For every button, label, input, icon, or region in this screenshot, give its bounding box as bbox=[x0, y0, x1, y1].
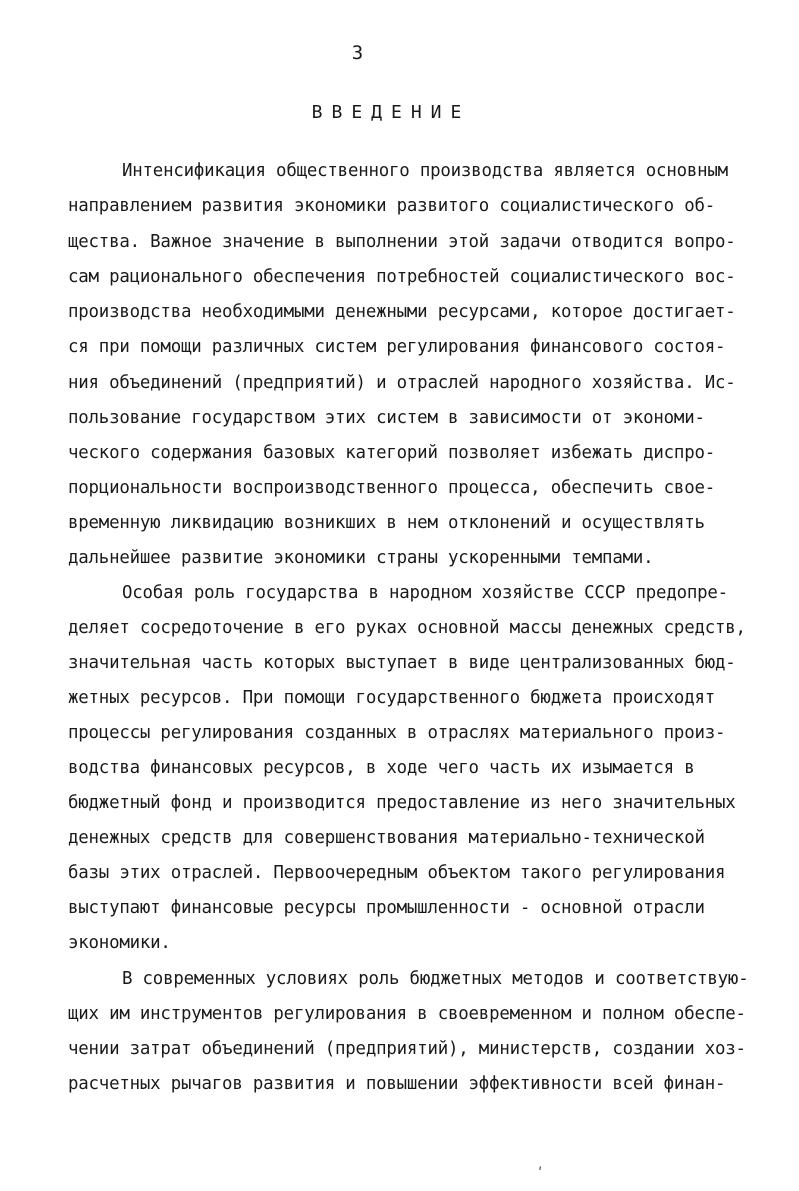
text-line: Интенсификация общественного производства является основным bbox=[122, 161, 728, 181]
page-number: 3 bbox=[351, 42, 364, 64]
text-line: процессы регулирования созданных в отраслях материального произ- bbox=[68, 723, 726, 743]
text-line: жетных ресурсов. При помощи государственного бюджета происходят bbox=[68, 688, 716, 708]
text-line: сам рационального обеспечения потребностей социалистического вос- bbox=[68, 267, 736, 287]
text-line: Особая роль государства в народном хозяйстве СССР предопре- bbox=[122, 583, 728, 603]
text-line: щих им инструментов регулирования в своевременном и полном обеспе- bbox=[68, 1004, 746, 1024]
text-line: чении затрат объединений (предприятий), министерств, создании хоз- bbox=[68, 1039, 746, 1059]
section-heading: ВВЕДЕНИЕ bbox=[311, 102, 471, 123]
text-line: производства необходимыми денежными ресурсами, которое достигает- bbox=[68, 302, 736, 322]
text-line: расчетных рычагов развития и повышении эффективности всей финан- bbox=[68, 1074, 726, 1094]
text-line: значительная часть которых выступает в виде централизованных бюд- bbox=[68, 653, 736, 673]
text-line: ния объединений (предприятий) и отраслей народного хозяйства. Ис- bbox=[68, 373, 736, 393]
text-line: дальнейшее развитие экономики страны ускоренными темпами. bbox=[68, 548, 654, 568]
text-line: выступают финансовые ресурсы промышленности - основной отрасли bbox=[68, 898, 705, 918]
text-line: экономики. bbox=[68, 933, 171, 953]
text-line: бюджетный фонд и производится предоставление из него значительных bbox=[68, 793, 736, 813]
text-line: водства финансовых ресурсов, в ходе чего часть их изымается в bbox=[68, 758, 695, 778]
text-line: ческого содержания базовых категорий позволяет избежать диспро- bbox=[68, 443, 716, 463]
stray-mark: ʹ bbox=[536, 1166, 545, 1182]
text-line: направлением развития экономики развитого социалистического об- bbox=[68, 196, 716, 216]
text-line: В современных условиях роль бюджетных методов и соответствую- bbox=[122, 969, 749, 989]
text-line: щества. Важное значение в выполнении этой задачи отводится вопро- bbox=[68, 232, 736, 252]
text-line: временную ликвидацию возникших в нем отклонений и осуществлять bbox=[68, 513, 705, 533]
text-line: денежных средств для совершенствования материально-технической bbox=[68, 828, 705, 848]
text-line: ся при помощи различных систем регулирования финансового состоя- bbox=[68, 337, 726, 357]
text-line: пользование государством этих систем в зависимости от экономи- bbox=[68, 408, 705, 428]
text-line: деляет сосредоточение в его руках основной массы денежных средств, bbox=[68, 618, 746, 638]
text-line: порциональности воспроизводственного процесса, обеспечить свое- bbox=[68, 478, 716, 498]
text-line: базы этих отраслей. Первоочередным объектом такого регулирования bbox=[68, 863, 726, 883]
